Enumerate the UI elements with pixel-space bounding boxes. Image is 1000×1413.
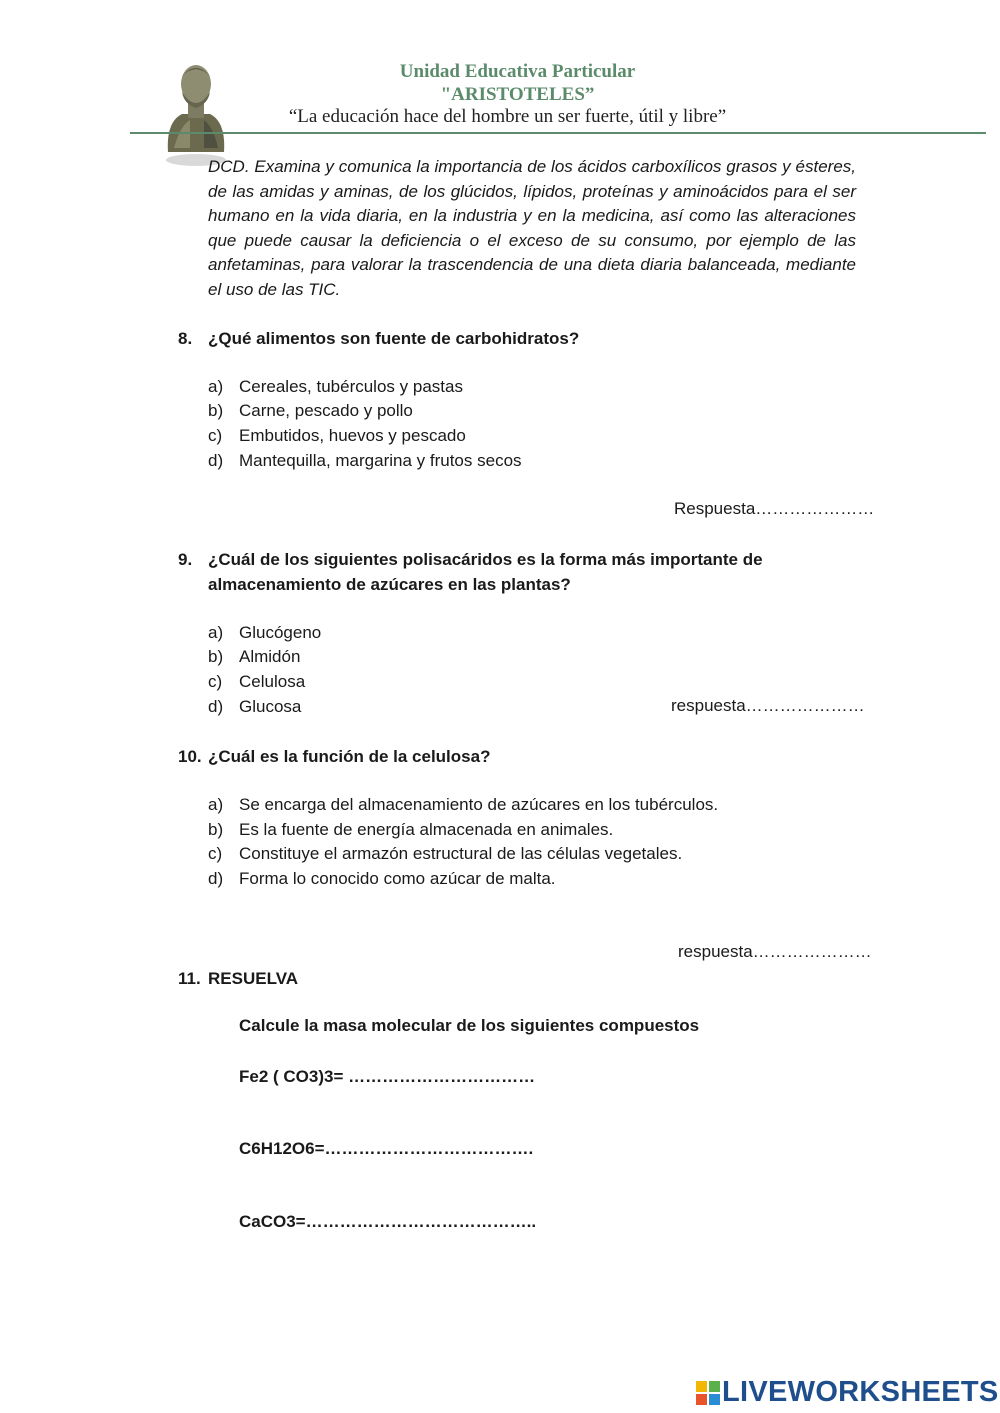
school-name-line1: Unidad Educativa Particular bbox=[399, 61, 636, 82]
option-10d bbox=[0, 867, 1000, 891]
liveworksheets-brand: LIVEWORKSHEETS bbox=[722, 1376, 999, 1408]
question-11 bbox=[0, 966, 1000, 991]
question-text: ¿Cuál es la función de la celulosa? bbox=[208, 747, 491, 766]
compound-caco3[interactable]: CaCO3=………………………………….. bbox=[239, 1212, 537, 1231]
question-number: 10. bbox=[178, 747, 202, 766]
question-number: 11. bbox=[178, 969, 201, 988]
header-divider bbox=[130, 132, 986, 134]
option-text: Embutidos, huevos y pescado bbox=[239, 426, 466, 445]
option-9c bbox=[0, 670, 1000, 694]
option-10c bbox=[0, 842, 1000, 866]
dcd-paragraph: DCD. Examina y comunica la importancia de los ácidos carboxílicos grasos y ésteres, de las amidas y aminas, de los glúcidos, lípidos, proteínas y aminoácidos para el ser humano en la vida diaria, en la industria y en la medicina, así como las alteraciones que puede causar la deficiencia o el exceso de su consumo, por ejemplo de las anfetaminas, para valorar la trascendencia de una dieta diaria balanceada, mediante el uso de las TIC. bbox=[208, 157, 856, 299]
resuelva-instruction: Calcule la masa molecular de los siguientes compuestos bbox=[239, 1016, 700, 1035]
option-letter: b) bbox=[208, 647, 224, 666]
compound-fe2co33[interactable]: Fe2 ( CO3)3= …………………………… bbox=[239, 1067, 536, 1086]
option-text: Es la fuente de energía almacenada en animales. bbox=[239, 820, 614, 839]
answer-field-10[interactable]: respuesta………………… bbox=[678, 942, 872, 961]
option-8c bbox=[0, 424, 1000, 448]
question-text: RESUELVA bbox=[208, 969, 299, 988]
option-10b bbox=[0, 818, 1000, 842]
option-letter: d) bbox=[208, 451, 224, 470]
option-text: Glucógeno bbox=[239, 623, 322, 642]
option-letter: a) bbox=[208, 623, 224, 642]
answer-field-8[interactable]: Respuesta………………… bbox=[674, 499, 875, 518]
option-8d bbox=[0, 449, 1000, 473]
option-letter: a) bbox=[208, 377, 224, 396]
option-9b bbox=[0, 645, 1000, 669]
question-number: 8. bbox=[178, 329, 193, 348]
school-logo-bust bbox=[160, 56, 232, 166]
question-number: 9. bbox=[178, 550, 193, 569]
question-8 bbox=[0, 326, 1000, 351]
option-text: Almidón bbox=[239, 647, 301, 666]
option-letter: c) bbox=[208, 844, 223, 863]
answer-field-9[interactable]: respuesta………………… bbox=[671, 696, 865, 715]
option-text: Mantequilla, margarina y frutos secos bbox=[239, 451, 522, 470]
option-text: Cereales, tubérculos y pastas bbox=[239, 377, 463, 396]
option-8a bbox=[0, 375, 1000, 399]
option-letter: d) bbox=[208, 697, 224, 716]
option-letter: c) bbox=[208, 426, 223, 445]
option-letter: b) bbox=[208, 820, 224, 839]
option-letter: c) bbox=[208, 672, 223, 691]
question-9 bbox=[0, 547, 1000, 597]
option-text: Carne, pescado y pollo bbox=[239, 401, 413, 420]
question-text: ¿Qué alimentos son fuente de carbohidratos? bbox=[208, 329, 580, 348]
option-letter: a) bbox=[208, 795, 224, 814]
option-text: Forma lo conocido como azúcar de malta. bbox=[239, 869, 556, 888]
option-letter: b) bbox=[208, 401, 224, 420]
school-name-line2: "ARISTOTELES” bbox=[440, 84, 595, 105]
question-text: ¿Cuál de los siguientes polisacáridos es la forma más importante de almacenamiento de azúcares en las plantas? bbox=[208, 550, 763, 594]
option-text: Constituye el armazón estructural de las células vegetales. bbox=[239, 844, 683, 863]
compound-c6h12o6[interactable]: C6H12O6=………………………………. bbox=[239, 1139, 534, 1158]
option-text: Celulosa bbox=[239, 672, 306, 691]
school-motto: “La educación hace del hombre un ser fuerte, útil y libre” bbox=[288, 106, 727, 127]
option-letter: d) bbox=[208, 869, 224, 888]
question-10 bbox=[0, 744, 1000, 769]
liveworksheets-logo-icon bbox=[696, 1381, 720, 1405]
option-text: Se encarga del almacenamiento de azúcares en los tubérculos. bbox=[239, 795, 719, 814]
option-10a bbox=[0, 793, 1000, 817]
option-8b bbox=[0, 399, 1000, 423]
option-9a bbox=[0, 621, 1000, 645]
option-text: Glucosa bbox=[239, 697, 302, 716]
